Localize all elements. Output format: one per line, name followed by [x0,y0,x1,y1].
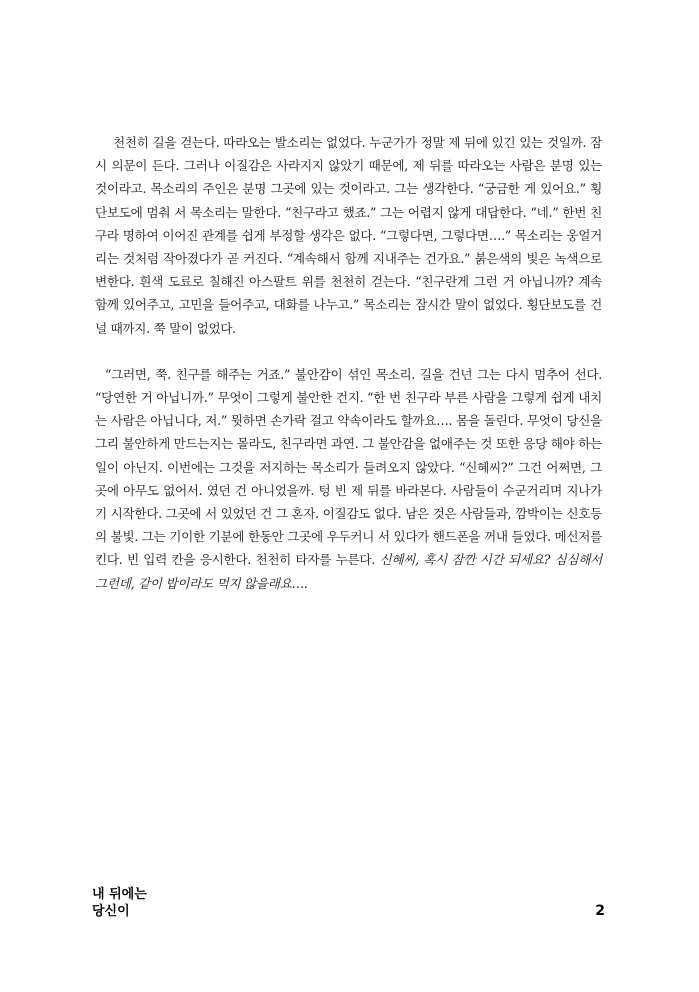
footer-title-line-2: 당신이 [92,904,130,919]
body-text [95,131,602,595]
paragraph-2-italic-message: 신혜씨, 혹시 잠깐 시간 되세요? 심심해서 그런데, 같이 밥이라도 먹지 않을래요…. [95,552,602,591]
paragraph-2-text: “그러면, 쭉. 친구를 해주는 거죠.” 불안감이 섞인 목소리. 길을 건넌 그는 다시 멈추어 선다. “당연한 거 아닙니까.” 무엇이 그렇게 불안한 건지. “한 번 친구라 부른 사람을 그렇게 쉽게 내치는 사람은 아닙니다, 저.” 뭣하면 손가락 걸고 약속이라도 할까요…. 몸을 돌린다. 무엇이 당신을 그리 불안하게 만드는지는 몰라도, 친구라면 과연. 그 불안감을 없애주는 것 또한 응당 해야 하는 일이 아닌지. 이번에는 그것을 저지하는 목소리가 들려오지 않았다. “신혜씨?” 그건 어쩌면, 그곳에 아무도 없어서. 였던 건 아니었을까. 텅 빈 제 뒤를 바라본다. 사람들이 수군거리며 지나가기 시작한다. 그곳에 서 있었던 건 그 혼자. 이질감도 없다. 남은 것은 사람들과, 깜박이는 신호등의 불빛. 그는 기이한 기분에 한동안 그곳에 우두커니 서 있다가 핸드폰을 꺼내 들었다. 메신저를 킨다. 빈 입력 칸을 응시한다. 천천히 타자를 누른다. [95,366,602,568]
paragraph-2 [95,363,602,595]
paragraph-1 [95,131,602,340]
footer-book-title [92,886,147,920]
paragraph-1-text: 천천히 길을 걷는다. 따라오는 발소리는 없었다. 누군가가 정말 제 뒤에 있긴 있는 것일까. 잠시 의문이 든다. 그러나 이질감은 사라지지 않았기 때문에, 제 뒤를 따라오는 사람은 분명 있는 것이라고. 목소리의 주인은 분명 그곳에 있는 것이라고. 그는 생각한다. “궁금한 게 있어요.” 횡단보도에 멈춰 서 목소리는 말한다. “친구라고 했죠.” 그는 어렵지 않게 대답한다. “네.” 한번 친구라 명하여 이어진 관계를 쉽게 부정할 생각은 없다. “그렇다면, 그렇다면….” 목소리는 웅얼거리는 것처럼 작아졌다가 곧 커진다. “계속해서 함께 지내주는 건가요.” 붉은색의 빛은 녹색으로 변한다. 흰색 도료로 칠해진 아스팔트 위를 천천히 걷는다. “친구란게 그런 거 아닙니까? 계속 함께 있어주고, 고민을 들어주고, 대화를 나누고.” 목소리는 잠시간 말이 없었다. 횡단보도를 건널 때까지. 쭉 말이 없었다. [95,135,602,336]
footer-title-line-1: 내 뒤에는 [92,887,147,902]
page-number: 2 [595,903,605,919]
